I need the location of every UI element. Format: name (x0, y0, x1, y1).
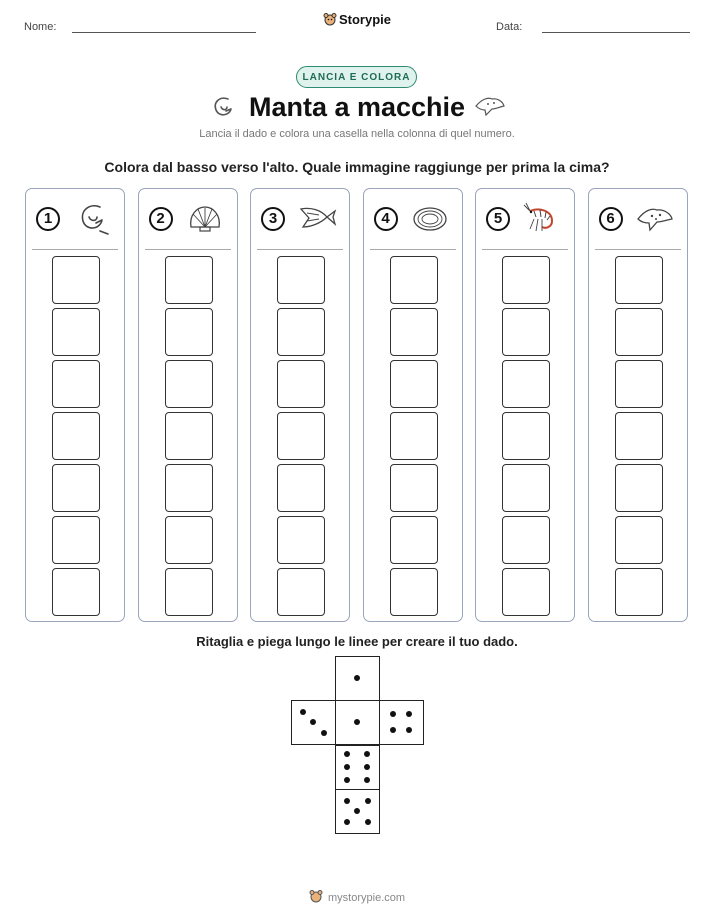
dice-pip (390, 711, 396, 717)
color-box[interactable] (277, 516, 325, 564)
color-box[interactable] (390, 516, 438, 564)
column-number: 2 (149, 207, 173, 231)
name-label: Nome: (24, 21, 57, 33)
color-box[interactable] (277, 464, 325, 512)
dice-pip (364, 764, 370, 770)
color-box[interactable] (165, 412, 213, 460)
color-box[interactable] (165, 568, 213, 616)
dice-pip (406, 727, 412, 733)
dice-face-6 (335, 745, 380, 790)
column-divider (370, 249, 456, 250)
column-divider (595, 249, 681, 250)
column-divider (482, 249, 568, 250)
dice-face-4 (379, 700, 424, 745)
game-instruction: Colora dal basso verso l'alto. Quale immagine raggiunge per prima la cima? (104, 159, 610, 175)
page-title: Manta a macchie (248, 92, 466, 122)
column-divider (257, 249, 343, 250)
color-box[interactable] (502, 464, 550, 512)
column-number: 6 (599, 207, 623, 231)
name-field[interactable] (72, 32, 256, 33)
color-box[interactable] (502, 568, 550, 616)
color-box[interactable] (390, 412, 438, 460)
color-box[interactable] (52, 464, 100, 512)
color-box[interactable] (52, 568, 100, 616)
color-box[interactable] (165, 516, 213, 564)
color-box[interactable] (165, 360, 213, 408)
column-4 (363, 188, 463, 622)
dice-pip (390, 727, 396, 733)
dice-pip (300, 709, 306, 715)
column-number: 3 (261, 207, 285, 231)
color-box[interactable] (390, 256, 438, 304)
clam-shell-icon (410, 201, 450, 237)
column-6 (588, 188, 688, 622)
color-box[interactable] (52, 308, 100, 356)
dice-pip (344, 777, 350, 783)
color-box[interactable] (615, 516, 663, 564)
dice-pip (344, 819, 350, 825)
color-box[interactable] (165, 256, 213, 304)
bear-icon (323, 12, 337, 26)
dice-pip (354, 675, 360, 681)
color-box[interactable] (52, 360, 100, 408)
cut-instruction: Ritaglia e piega lungo le linee per creare il tuo dado. (196, 634, 518, 649)
column-number: 1 (36, 207, 60, 231)
dice-pip (365, 819, 371, 825)
color-box[interactable] (615, 464, 663, 512)
dice-pip (365, 798, 371, 804)
color-box[interactable] (52, 412, 100, 460)
dice-pip (344, 764, 350, 770)
column-1 (25, 188, 125, 622)
dice-pip (406, 711, 412, 717)
column-5 (475, 188, 575, 622)
dice-face-1 (335, 700, 380, 745)
color-box[interactable] (615, 256, 663, 304)
column-divider (32, 249, 118, 250)
color-box[interactable] (502, 308, 550, 356)
column-2 (138, 188, 238, 622)
subtitle: Lancia il dado e colora una casella nella colonna di quel numero. (199, 128, 515, 140)
dice-pip (354, 719, 360, 725)
dice-pip (310, 719, 316, 725)
color-box[interactable] (502, 360, 550, 408)
color-box[interactable] (502, 516, 550, 564)
color-box[interactable] (502, 412, 550, 460)
footer (0, 889, 714, 904)
shrimp-icon (522, 201, 562, 237)
column-3 (250, 188, 350, 622)
color-box[interactable] (277, 412, 325, 460)
dice-pip (364, 777, 370, 783)
footer-url: mystorypie.com (328, 892, 406, 904)
dice-face-1 (335, 656, 380, 701)
color-box[interactable] (165, 464, 213, 512)
color-box[interactable] (52, 256, 100, 304)
hook-icon (72, 201, 112, 237)
dice-pip (354, 808, 360, 814)
scallop-shell-icon (185, 201, 225, 237)
color-box[interactable] (277, 256, 325, 304)
color-box[interactable] (615, 360, 663, 408)
color-box[interactable] (615, 412, 663, 460)
bear-icon (309, 889, 323, 903)
color-box[interactable] (390, 568, 438, 616)
dice-face-5 (335, 789, 380, 834)
dice-pip (321, 730, 327, 736)
column-number: 5 (486, 207, 510, 231)
date-label: Data: (496, 21, 523, 33)
dice-pip (344, 751, 350, 757)
dice-pip (344, 798, 350, 804)
date-field[interactable] (542, 32, 690, 33)
manta-ray-icon (635, 201, 675, 237)
dice-face-3 (291, 700, 336, 745)
brand-logo (0, 12, 714, 27)
color-box[interactable] (277, 568, 325, 616)
color-box[interactable] (277, 308, 325, 356)
color-box[interactable] (165, 308, 213, 356)
activity-badge: LANCIA E COLORA (296, 66, 417, 88)
color-box[interactable] (615, 308, 663, 356)
column-divider (145, 249, 231, 250)
manta-ray-icon (474, 95, 506, 117)
color-box[interactable] (52, 516, 100, 564)
fish-icon (297, 201, 337, 237)
dice-pip (364, 751, 370, 757)
color-box[interactable] (390, 360, 438, 408)
column-number: 4 (374, 207, 398, 231)
color-box[interactable] (390, 464, 438, 512)
color-box[interactable] (277, 360, 325, 408)
color-box[interactable] (390, 308, 438, 356)
color-box[interactable] (615, 568, 663, 616)
brand-name: Storypie (338, 12, 391, 27)
color-box[interactable] (502, 256, 550, 304)
